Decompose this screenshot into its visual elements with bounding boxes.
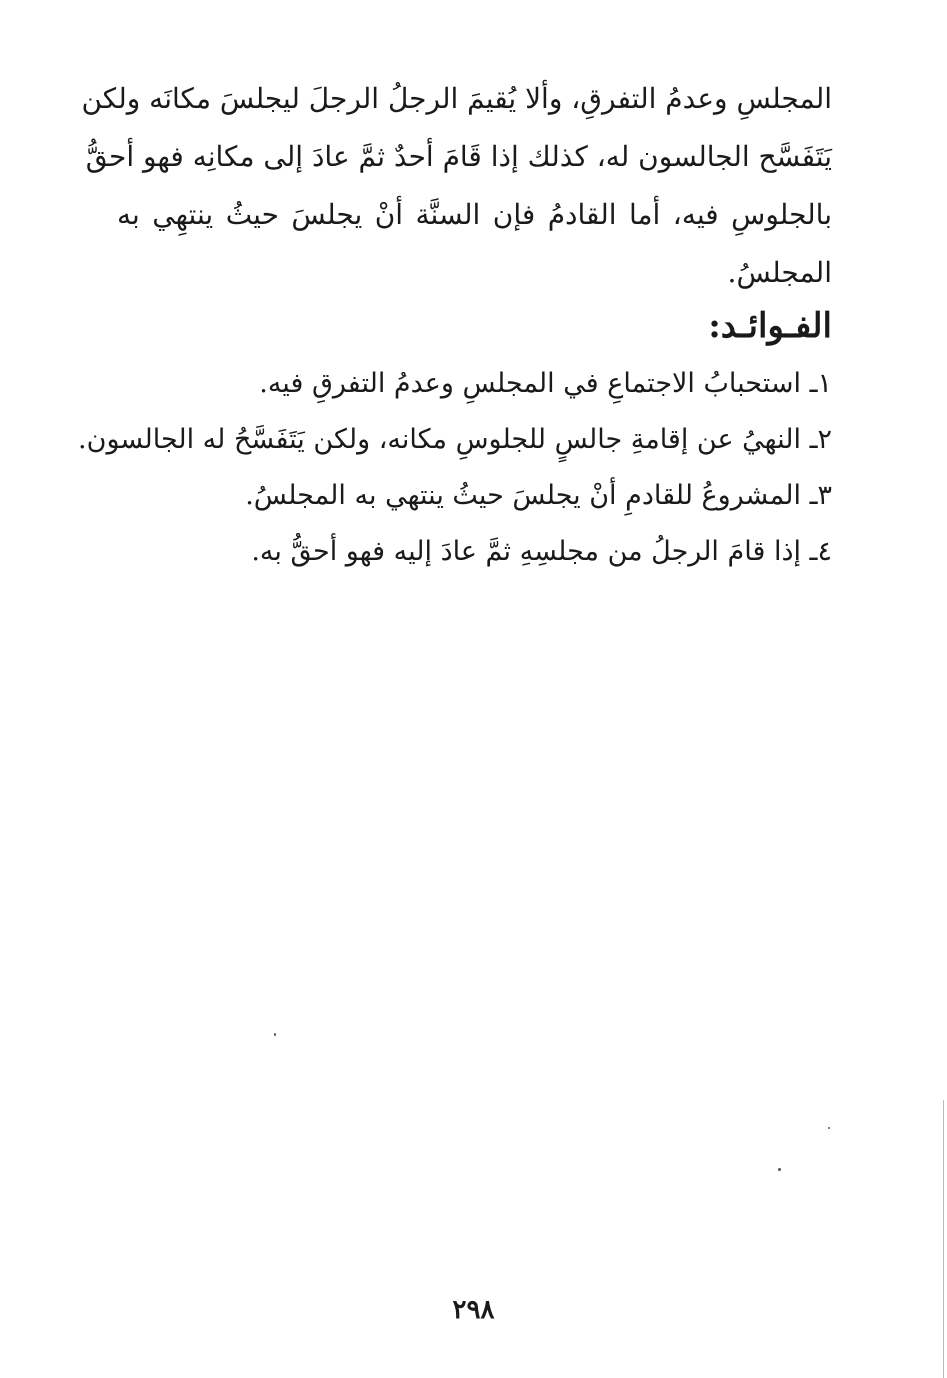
body-paragraph (81, 70, 832, 302)
scan-edge-line (943, 1100, 944, 1378)
paragraph-line-2: يَتَفَسَّح الجالسون له، كذلك إذا قَامَ أحدٌ ثمَّ عادَ إلى مكانِه فهو أحقُّ (85, 140, 832, 173)
paragraph-line-4: المجلسُ. (727, 256, 832, 289)
paragraph-line-3: بالجلوسِ فيه، أما القادمُ فإن السنَّة أنْ يجلسَ حيثُ ينتهِي به (117, 198, 832, 231)
scan-speck (828, 1127, 830, 1129)
scan-speck (778, 1168, 781, 1171)
benefit-item-1: ١ـ استحبابُ الاجتماعِ في المجلسِ وعدمُ التفرقِ فيه. (259, 368, 832, 399)
benefit-item-3: ٣ـ المشروعُ للقادمِ أنْ يجلسَ حيثُ ينتهي به المجلسُ. (245, 480, 832, 511)
benefit-item-4: ٤ـ إذا قامَ الرجلُ من مجلسِهِ ثمَّ عادَ إليه فهو أحقُّ به. (251, 536, 832, 567)
benefit-item-2: ٢ـ النهيُ عن إقامةِ جالسٍ للجلوسِ مكانه، ولكن يَتَفَسَّحُ له الجالسون. (78, 424, 832, 455)
page-number: ٢٩٨ (452, 1295, 495, 1325)
benefits-list (78, 356, 832, 580)
scan-speck (274, 1033, 276, 1036)
paragraph-line-1: المجلسِ وعدمُ التفرقِ، وألا يُقيمَ الرجلُ الرجلَ ليجلسَ مكانَه ولكن (81, 82, 832, 115)
benefits-heading: الفـوائـد: (708, 306, 832, 346)
